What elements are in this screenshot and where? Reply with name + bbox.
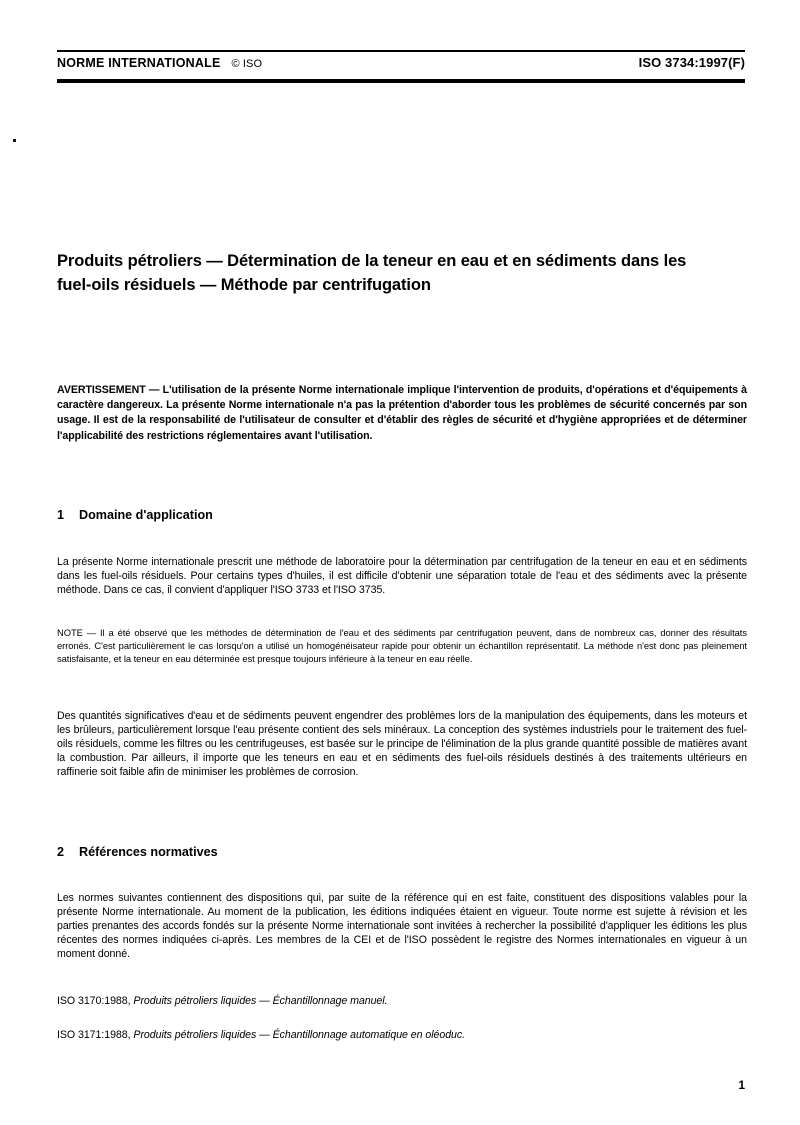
- scan-artifact-speck: [13, 139, 16, 142]
- header-left-group: [57, 56, 262, 70]
- page-title: Produits pétroliers — Détermination de la teneur en eau et en sédiments dans les fuel-oils résiduels — Méthode par centrifugation: [57, 252, 687, 295]
- reference-2-designation: ISO 3171:1988,: [57, 1028, 134, 1041]
- reference-2-title: Produits pétroliers liquides — Échantillonnage automatique en oléoduc.: [133, 1028, 466, 1041]
- section-2-heading: [57, 845, 218, 859]
- header-row: [57, 52, 745, 79]
- section-1-number: 1: [57, 508, 65, 522]
- header-rule-bottom: [57, 79, 745, 83]
- section-1-paragraph-1: La présente Norme internationale prescrit une méthode de laboratoire pour la détermination par centrifugation de la teneur en eau et en sédiments dans les fuel-oils résiduels. Pour certains types d'huiles, il est difficile d'obtenir une séparation totale de l'eau et des sédiments avec la présente méthode. Dans ce cas, il convient d'appliquer l'ISO 3733 et l'ISO 3735.: [57, 555, 747, 596]
- iso-copyright-label: © ISO: [231, 58, 263, 70]
- section-2-title: Références normatives: [79, 845, 218, 859]
- warning-paragraph: AVERTISSEMENT — L'utilisation de la présente Norme internationale implique l'intervention de produits, d'opérations et d'équipements à caractère dangereux. La présente Norme internationale n'a pas la prétention d'aborder tous les problèmes de sécurité concernés par son usage. Il est de la responsabilité de l'utilisateur de consulter et d'établir des règles de sécurité et d'hygiène appropriées et de déterminer l'applicabilité des restrictions réglementaires avant l'utilisation.: [57, 383, 747, 442]
- section-1-note: NOTE — Il a été observé que les méthodes de détermination de l'eau et des sédiments par centrifugation peuvent, dans de nombreux cas, donner des résultats erronés. C'est particulièrement le cas lorsqu'on a utilisé un homogénéisateur rapide pour obtenir un échantillon représentatif. La méthode n'est donc pas pleinement satisfaisante, et la teneur en eau déterminée est presque toujours inférieure à la teneur en eau réelle.: [57, 627, 747, 665]
- standard-reference-label: ISO 3734:1997(F): [638, 55, 745, 70]
- norme-internationale-label: NORME INTERNATIONALE: [57, 56, 221, 70]
- section-1-heading: [57, 508, 213, 522]
- page-number: 1: [738, 1078, 745, 1092]
- normative-reference-2: [57, 1028, 747, 1042]
- reference-1-title: Produits pétroliers liquides — Échantillonnage manuel.: [133, 994, 388, 1007]
- section-2-paragraph-1: Les normes suivantes contiennent des dispositions qui, par suite de la référence qui en est faite, constituent des dispositions valables pour la présente Norme internationale. Au moment de la publication, les éditions indiquées étaient en vigueur. Toute norme est sujette à révision et les parties prenantes des accords fondés sur la présente Norme internationale sont invitées à rechercher la possibilité d'appliquer les éditions les plus récentes des normes indiquées ci-après. Les membres de la CEI et de l'ISO possèdent le registre des Normes internationales en vigueur à un moment donné.: [57, 891, 747, 961]
- reference-1-designation: ISO 3170:1988,: [57, 994, 134, 1007]
- normative-reference-1: [57, 994, 747, 1008]
- section-1-title: Domaine d'application: [79, 508, 213, 522]
- page-header: [57, 50, 745, 83]
- section-2-number: 2: [57, 845, 65, 859]
- section-1-paragraph-2: Des quantités significatives d'eau et de sédiments peuvent engendrer des problèmes lors de la manipulation des équipements, dans les moteurs et les brûleurs, particulièrement lorsque l'eau présente contient des sels minéraux. La conception des systèmes industriels pour le traitement des fuel-oils résiduels, comme les filtres ou les centrifugeuses, est basée sur le principe de l'élimination de la plus grande quantité possible de matières avant la combustion. Par ailleurs, il importe que les teneurs en eau et en sédiments des fuel-oils résiduels destinés à des traitements ultérieurs en raffinerie soit faible afin de minimiser les problèmes de corrosion.: [57, 709, 747, 779]
